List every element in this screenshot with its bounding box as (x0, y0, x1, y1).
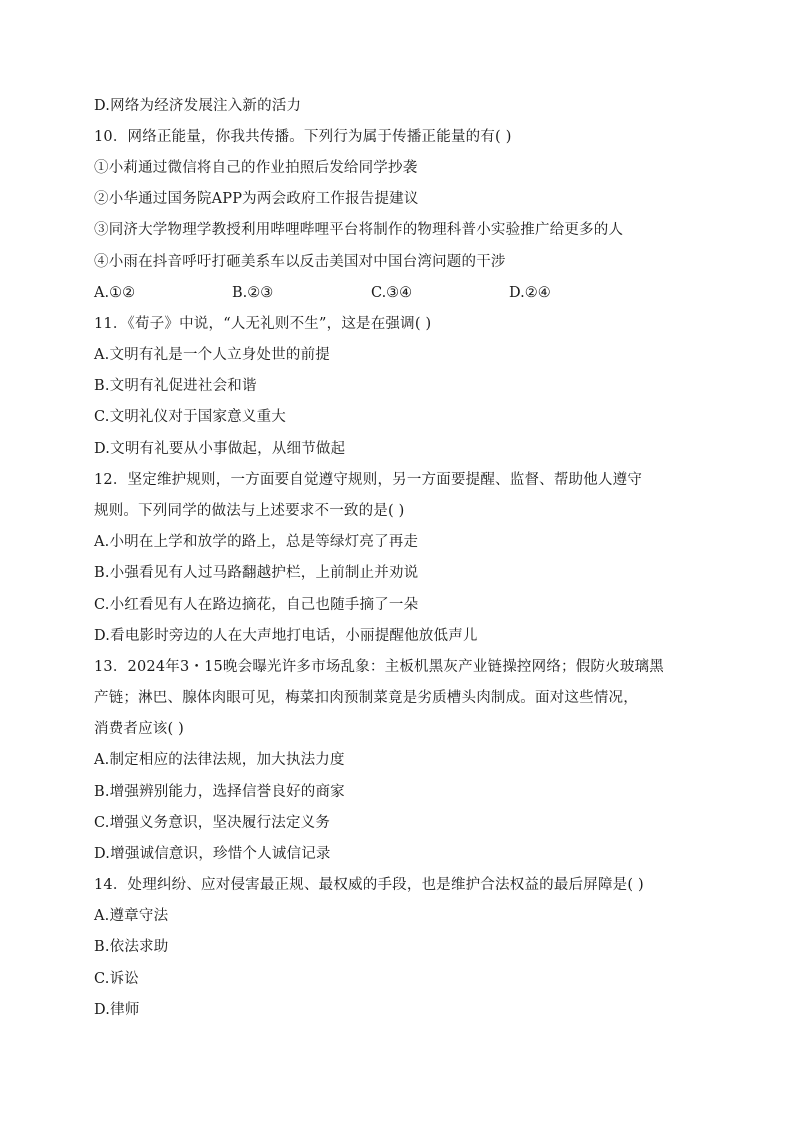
q13-option-a: A.制定相应的法律法规，加大执法力度 (94, 752, 345, 768)
q13-option-b: B.增强辨别能力，选择信誉良好的商家 (94, 784, 345, 800)
q10-option-a: A.①② (94, 285, 136, 301)
q14-option-d: D.律师 (94, 1002, 140, 1018)
q9-option-d: D.网络为经济发展注入新的活力 (94, 98, 302, 114)
question-13-line-1: 13．2024年3・15晚会曝光许多市场乱象：主板机黑灰产业链操控网络；假防火玻璃黑 (94, 659, 664, 675)
q12-option-d: D.看电影时旁边的人在大声地打电话，小丽提醒他放低声儿 (94, 628, 478, 644)
q11-option-b: B.文明有礼促进社会和谐 (94, 378, 257, 394)
q11-option-d: D.文明有礼要从小事做起，从细节做起 (94, 441, 346, 457)
question-13-line-3: 消费者应该( ) (94, 721, 185, 737)
q11-option-a: A.文明有礼是一个人立身处世的前提 (94, 347, 330, 363)
q10-statement-4: ④小雨在抖音呼吁打砸美系车以反击美国对中国台湾问题的干涉 (94, 254, 506, 270)
question-12-line-2: 规则。下列同学的做法与上述要求不一致的是( ) (94, 503, 405, 519)
q10-statement-1: ①小莉通过微信将自己的作业拍照后发给同学抄袭 (94, 160, 418, 176)
q14-option-c: C.诉讼 (94, 971, 139, 987)
q14-option-a: A.遵章守法 (94, 908, 169, 924)
q10-option-b: B.②③ (232, 285, 274, 301)
question-14: 14．处理纠纷、应对侵害最正规、最权威的手段，也是维护合法权益的最后屏障是( ) (94, 877, 644, 893)
question-12-line-1: 12．坚定维护规则，一方面要自觉遵守规则，另一方面要提醒、监督、帮助他人遵守 (94, 472, 643, 488)
q11-option-c: C.文明礼仪对于国家意义重大 (94, 409, 286, 425)
question-11: 11．《荀子》中说，“人无礼则不生”，这是在强调( ) (94, 316, 432, 332)
q14-option-b: B.依法求助 (94, 939, 169, 955)
q10-statement-2: ②小华通过国务院APP为两会政府工作报告提建议 (94, 191, 419, 207)
q13-option-c: C.增强义务意识，坚决履行法定义务 (94, 815, 331, 831)
q10-option-c: C.③④ (371, 285, 413, 301)
q10-statement-3: ③同济大学物理学教授利用哔哩哔哩平台将制作的物理科普小实验推广给更多的人 (94, 222, 624, 238)
q10-options (94, 283, 714, 303)
question-13-line-2: 产链；淋巴、腺体肉眼可见，梅菜扣肉预制菜竟是劣质槽头肉制成。面对这些情况， (94, 690, 638, 706)
question-10: 10．网络正能量，你我共传播。下列行为属于传播正能量的有( ) (94, 129, 512, 145)
q12-option-b: B.小强看见有人过马路翻越护栏，上前制止并劝说 (94, 565, 419, 581)
q13-option-d: D.增强诚信意识，珍惜个人诚信记录 (94, 846, 331, 862)
q12-option-a: A.小明在上学和放学的路上，总是等绿灯亮了再走 (94, 534, 419, 550)
q10-option-d: D.②④ (509, 285, 551, 301)
q12-option-c: C.小红看见有人在路边摘花，自己也随手摘了一朵 (94, 597, 419, 613)
